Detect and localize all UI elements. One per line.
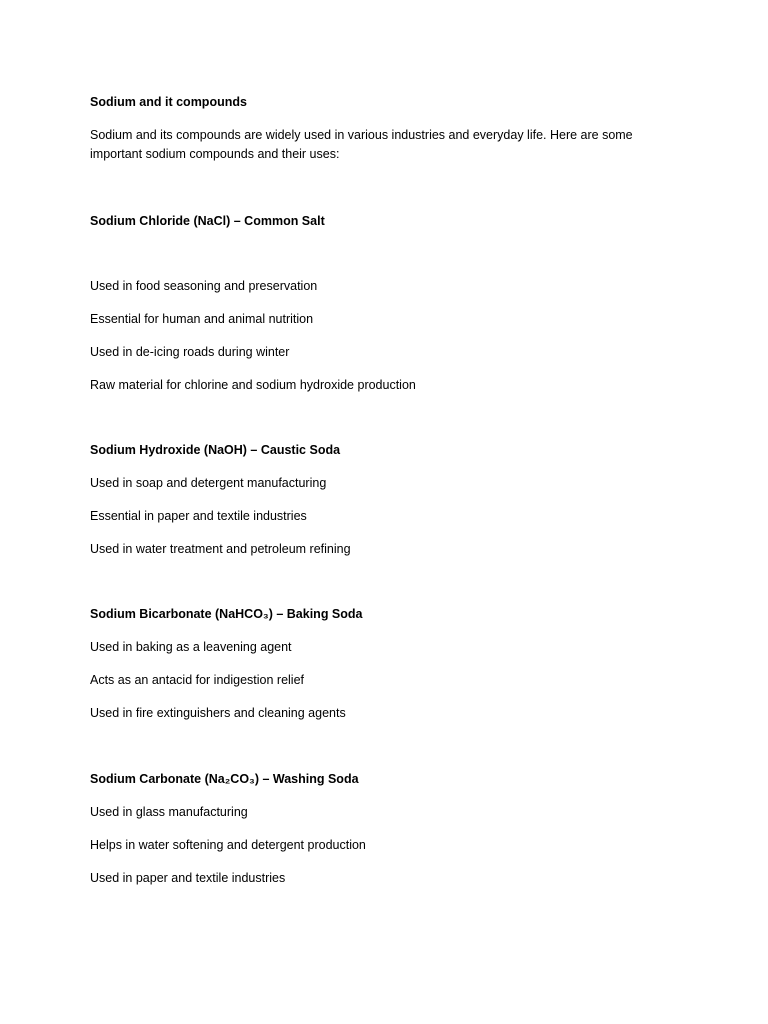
list-item: Used in de-icing roads during winter bbox=[90, 345, 290, 359]
list-item: Used in paper and textile industries bbox=[90, 871, 286, 885]
list-item: Used in baking as a leavening agent bbox=[90, 640, 292, 654]
list-item: Acts as an antacid for indigestion relief bbox=[90, 673, 305, 687]
list-item: Used in glass manufacturing bbox=[90, 805, 248, 819]
list-item: Used in water treatment and petroleum refining bbox=[90, 542, 351, 556]
section-heading-sodium-bicarbonate: Sodium Bicarbonate (NaHCO₃) – Baking Soda bbox=[90, 607, 363, 621]
list-item: Essential for human and animal nutrition bbox=[90, 312, 314, 326]
section-heading-sodium-hydroxide: Sodium Hydroxide (NaOH) – Caustic Soda bbox=[90, 443, 341, 457]
intro-paragraph-line-2: important sodium compounds and their uses: bbox=[90, 147, 340, 161]
list-item: Used in food seasoning and preservation bbox=[90, 279, 318, 293]
section-heading-sodium-carbonate: Sodium Carbonate (Na₂CO₃) – Washing Soda bbox=[90, 772, 359, 786]
list-item: Used in fire extinguishers and cleaning agents bbox=[90, 706, 346, 720]
document-title: Sodium and it compounds bbox=[90, 95, 247, 109]
intro-paragraph-line-1: Sodium and its compounds are widely used in various industries and everyday life. Here are some bbox=[90, 128, 633, 142]
list-item: Used in soap and detergent manufacturing bbox=[90, 476, 327, 490]
list-item: Helps in water softening and detergent production bbox=[90, 838, 366, 852]
list-item: Raw material for chlorine and sodium hydroxide production bbox=[90, 378, 416, 392]
list-item: Essential in paper and textile industries bbox=[90, 509, 307, 523]
section-heading-sodium-chloride: Sodium Chloride (NaCl) – Common Salt bbox=[90, 214, 325, 228]
